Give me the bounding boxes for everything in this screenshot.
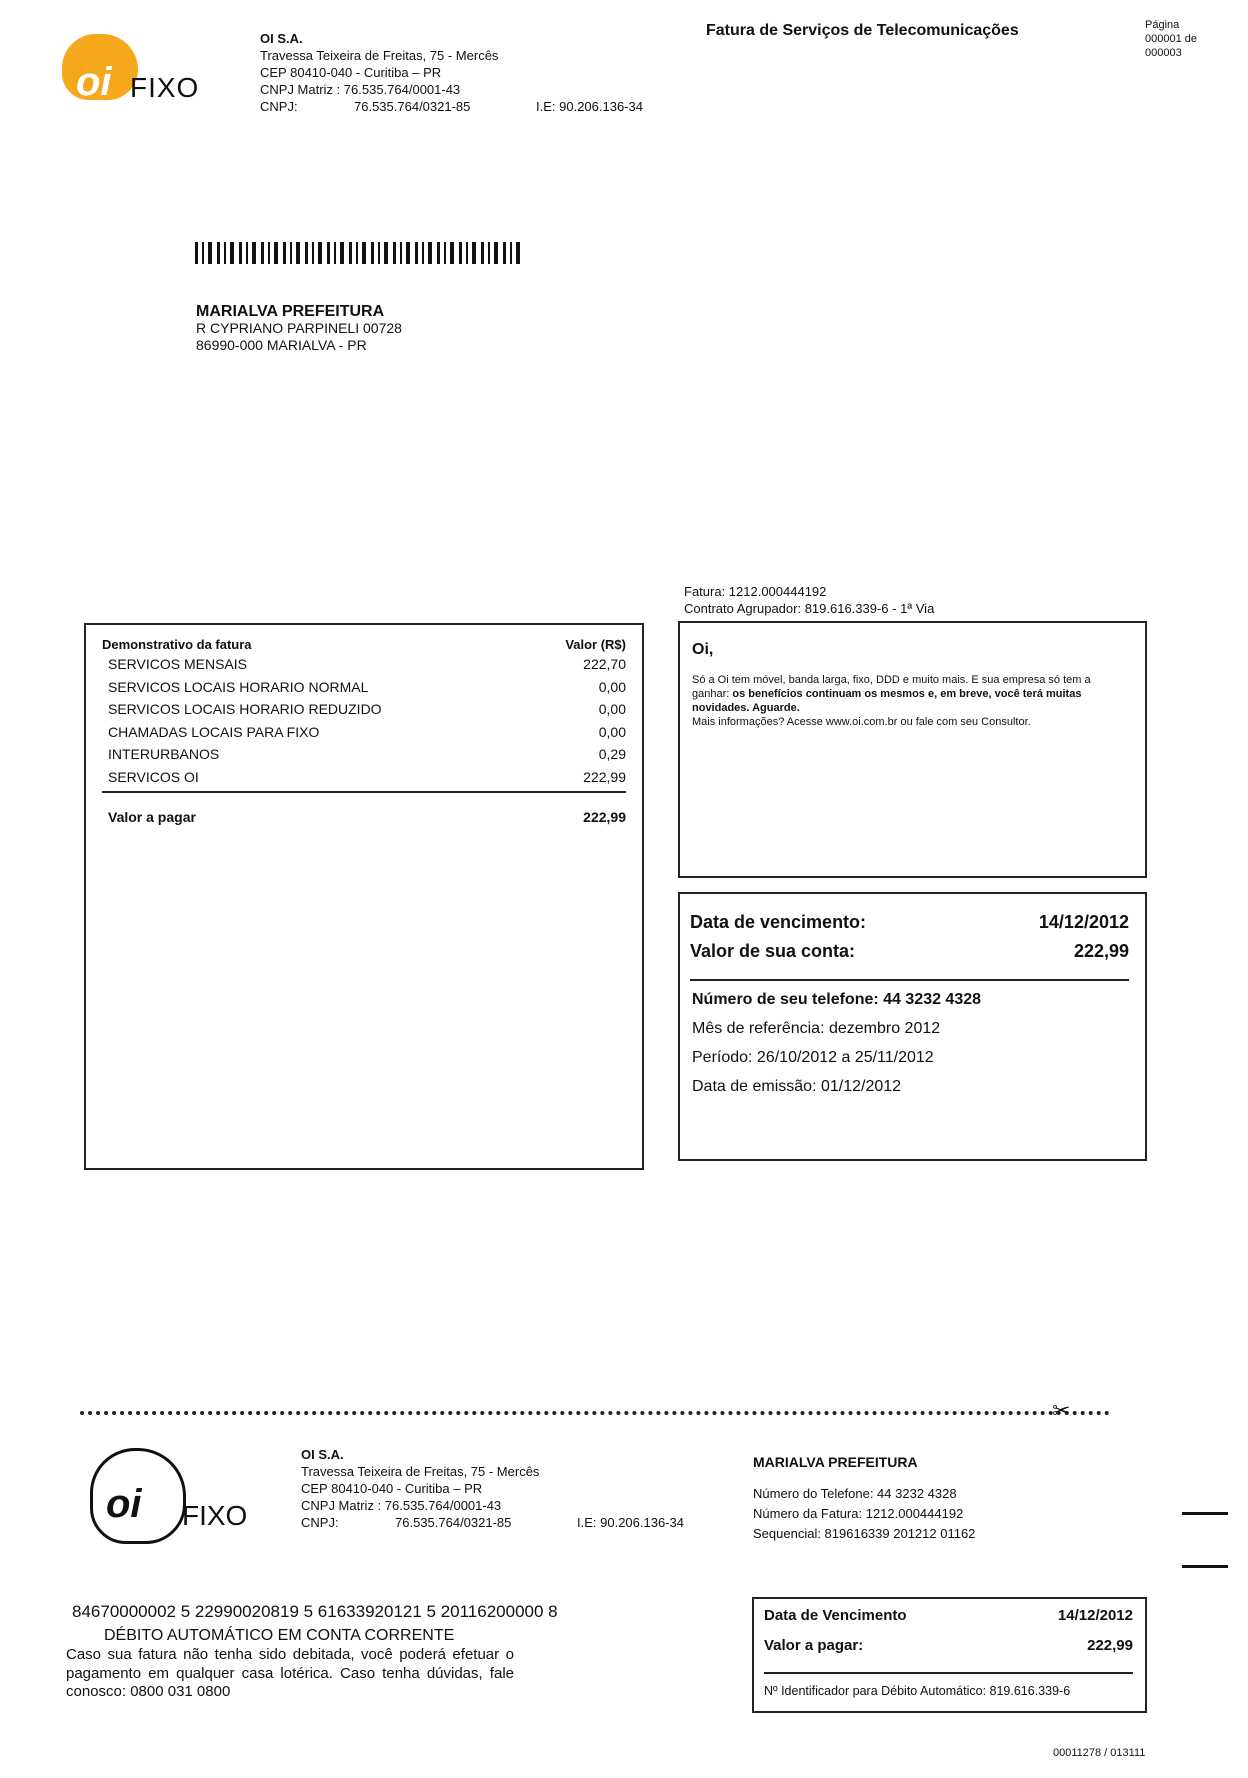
logo-fixo-text: FIXO [130,72,200,103]
page-label: Página [1145,19,1180,31]
stub-mark-bottom [1182,1565,1228,1568]
statement-row [102,701,626,724]
statement-pay-row [102,809,626,825]
message-body [692,673,1129,729]
message-line1: Só a Oi tem móvel, banda larga, fixo, DDD e muito mais. E sua empresa só tem a ganhar: [692,674,1091,700]
stub-company-block [301,1446,701,1531]
statement-row [102,679,626,702]
stub-pay-label: Valor a pagar: [764,1637,864,1654]
company-name: OI S.A. [260,31,303,46]
stub-due-value: 14/12/2012 [1057,1607,1133,1624]
page-of: 000001 de [1145,33,1197,45]
stub-logo-fixo: FIXO [182,1500,248,1531]
statement-row-value: 0,00 [598,678,626,695]
stub-invoice: Número da Fatura: 1212.000444192 [753,1506,964,1521]
statement-row-label: SERVICOS MENSAIS [108,656,248,672]
statement-row-value: 0,00 [598,701,626,717]
summary-ref-month: Mês de referência: dezembro 2012 [692,1020,941,1037]
statement-value-heading: Valor (R$) [565,637,626,652]
stub-phone: Número do Telefone: 44 3232 4328 [753,1486,957,1501]
message-greeting: Oi, [692,641,714,658]
stub-logo-oi: oi [106,1482,142,1526]
statement-row-value: 0,00 [598,723,626,740]
statement-row-label: INTERURBANOS [108,746,220,762]
stub-company-address: Travessa Teixeira de Freitas, 75 - Mercês [301,1464,540,1479]
summary-details [690,985,1129,1101]
invoice-reference [684,583,934,617]
statement-pay-value: 222,99 [583,808,626,825]
summary-amount-label: Valor de sua conta: [690,941,856,961]
statement-row-value: 222,70 [583,656,626,672]
message-box [678,621,1147,878]
stub-barcode-number: 84670000002 5 22990020819 5 61633920121 5 20116200000 8 [72,1602,558,1621]
statement-row-value: 0,29 [598,746,626,762]
statement-row [102,746,626,769]
logo-oi-text: oi [76,60,112,104]
page-title: Fatura de Serviços de Telecomunicações [706,22,1019,39]
recipient-name: MARIALVA PREFEITURA [196,303,385,320]
cut-line [80,1411,1110,1415]
message-line2: Mais informações? Acesse www.oi.com.br ou fale com seu Consultor. [692,716,1031,728]
summary-amount-row [690,941,1129,971]
stub-pay-value: 222,99 [1087,1637,1133,1654]
recipient-address [196,303,402,354]
recipient-street: R CYPRIANO PARPINELI 00728 [196,320,402,336]
stub-cnpj-label: CNPJ: [301,1515,339,1530]
company-address: Travessa Teixeira de Freitas, 75 - Mercês [260,48,499,63]
statement-total-value: 222,99 [583,768,626,785]
statement-row-label: SERVICOS LOCAIS HORARIO NORMAL [108,678,369,695]
contract-number: Contrato Agrupador: 819.616.339-6 - 1ª Via [684,601,935,616]
statement-row-label: SERVICOS LOCAIS HORARIO REDUZIDO [108,701,382,717]
stub-company-cnpj-matriz: CNPJ Matriz : 76.535.764/0001-43 [301,1498,502,1513]
stub-debit-title: DÉBITO AUTOMÁTICO EM CONTA CORRENTE [104,1627,455,1644]
statement-total-row [102,769,626,793]
stub-debit-id: Nº Identificador para Débito Automático: 819.616.339-6 [764,1672,1133,1698]
stub-ie: I.E: 90.206.136-34 [577,1515,684,1530]
summary-amount-value: 222,99 [1073,941,1129,961]
page-indicator [1145,18,1197,60]
summary-due-value: 14/12/2012 [1038,912,1129,932]
invoice-number: Fatura: 1212.000444192 [684,584,827,599]
stub-due-row [764,1607,1133,1637]
stub-payment-box [752,1597,1147,1713]
company-cep: CEP 80410-040 - Curitiba – PR [260,65,442,80]
recipient-city: 86990-000 MARIALVA - PR [196,337,367,353]
company-cnpj-value: 76.535.764/0321-85 [354,99,471,114]
footer-code: 00011278 / 013111 [1053,1747,1146,1759]
stub-customer: MARIALVA PREFEITURA [753,1454,918,1470]
statement-row [102,656,626,679]
stub-cnpj-value: 76.535.764/0321-85 [395,1515,512,1530]
company-block [260,30,660,115]
statement-total-label: SERVICOS OI [108,768,199,785]
stub-customer-block [753,1452,975,1544]
postal-barcode [195,242,525,264]
statement-row [102,724,626,747]
company-cnpj-matriz: CNPJ Matriz : 76.535.764/0001-43 [260,82,461,97]
stub-mark-top [1182,1512,1228,1515]
scissors-icon: ✂ [1052,1398,1071,1423]
company-cnpj-label: CNPJ: [260,99,298,114]
summary-phone: Número de seu telefone: 44 3232 4328 [692,991,982,1008]
statement-pay-label: Valor a pagar [108,808,196,825]
company-ie: I.E: 90.206.136-34 [536,99,643,114]
summary-due-row [690,912,1129,941]
stub-pay-row [764,1637,1133,1667]
summary-period: Período: 26/10/2012 a 25/11/2012 [692,1049,934,1066]
summary-issue-date: Data de emissão: 01/12/2012 [692,1078,902,1095]
stub-company-cep: CEP 80410-040 - Curitiba – PR [301,1481,483,1496]
statement-header [102,637,626,652]
summary-box [678,892,1147,1161]
stub-company-name: OI S.A. [301,1447,344,1462]
stub-sequence: Sequencial: 819616339 201212 01162 [753,1526,976,1541]
stub-debit-text: Caso sua fatura não tenha sido debitada, você poderá efetuar o pagamento em qualquer casa lotérica. Caso tenha dúvidas, fale conosco: 0800 031 0800 [66,1646,514,1700]
statement-heading: Demonstrativo da fatura [102,637,252,652]
summary-due-label: Data de vencimento: [690,912,867,932]
statement-box [84,623,644,1170]
stub-due-label: Data de Vencimento [764,1607,907,1624]
page-total: 000003 [1145,47,1182,59]
message-line1-bold: os benefícios continuam os mesmos e, em breve, você terá muitas novidades. Aguarde. [692,688,1082,714]
statement-row-label: CHAMADAS LOCAIS PARA FIXO [108,723,320,740]
